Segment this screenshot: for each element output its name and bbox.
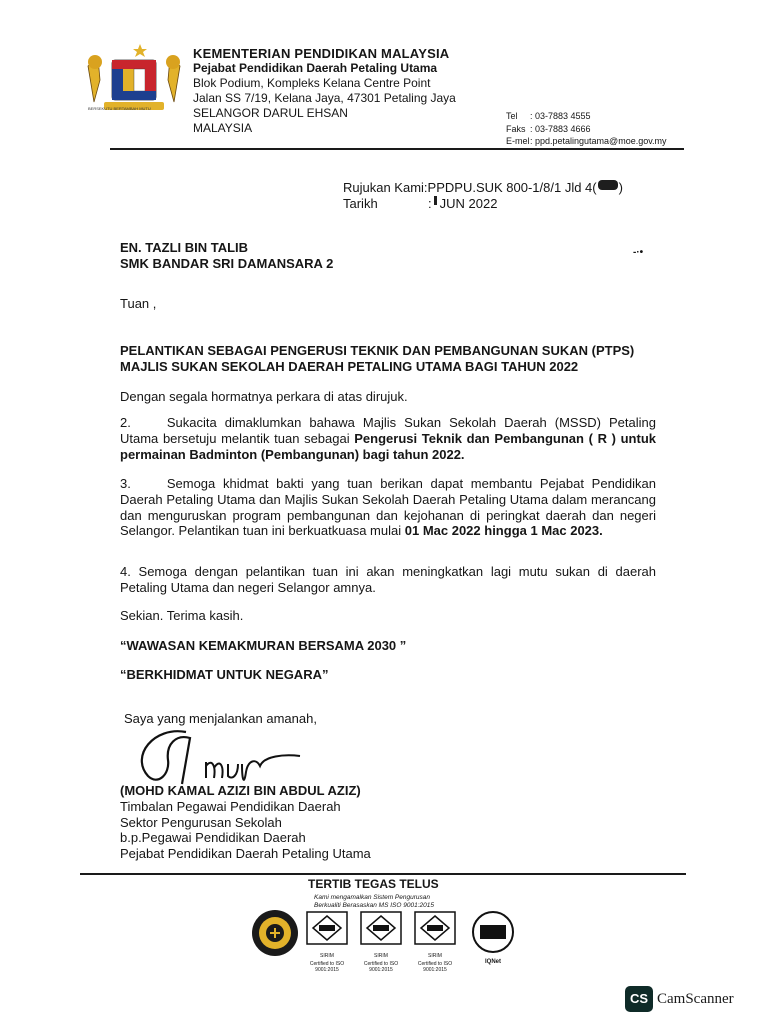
tel-label: Tel [506, 111, 518, 121]
badge-caption: Certified to ISO 9001:2015 [309, 961, 345, 973]
reference-block [343, 180, 623, 212]
subject-line: PELANTIKAN SEBAGAI PENGERUSI TEKNIK DAN PEMBANGUNAN SUKAN (PTPS) [120, 343, 635, 358]
sirim-badge-icon [359, 910, 403, 946]
opening-line: Dengan segala hormatnya perkara di atas dirujuk. [120, 389, 408, 404]
camscanner-watermark: CamScanner [657, 991, 734, 1007]
appointment-title: Pengerusi Teknik dan Pembangunan ( R ) untuk permainan Badminton (Pembangunan) bagi tahun 2022. [120, 430, 656, 462]
iso-statement [314, 894, 434, 910]
footer-divider [80, 873, 686, 875]
recipient-school: SMK BANDAR SRI DAMANSARA 2 [120, 256, 334, 271]
margin-mark: -·• [633, 247, 644, 258]
slogan-wawasan: “WAWASAN KEMAKMURAN BERSAMA 2030 ” [120, 638, 407, 653]
reference-suffix: ) [618, 180, 623, 195]
paragraph-text: Semoga khidmat bakti yang tuan berikan dapat membantu Pejabat Pendidikan Daerah Petaling Utama dan Majlis Sukan Sekolah Daerah Petaling Utama dalam merancang dan menguruskan program pembangunan dan kejohanan di peringkat daerah dan negeri Selangor. Pelantikan tuan ini berkuatkuasa mulai [120, 476, 656, 539]
signatory-block [120, 783, 371, 862]
institute-seal-icon [250, 908, 300, 958]
iso-line: Kami mengamalkan Sistem Pengurusan [314, 894, 430, 901]
recipient-block [120, 240, 333, 272]
address-line: Jalan SS 7/19, Kelana Jaya, 47301 Petaling Jaya [193, 91, 456, 105]
paragraph-number: 3. [120, 476, 131, 491]
reference-number: Rujukan Kami:PPDPU.SUK 800-1/8/1 Jld 4( [343, 180, 597, 195]
badge-label: SIRIM [320, 953, 334, 959]
tel-value: : 03-7883 4555 [530, 111, 591, 121]
fax-label: Faks [506, 123, 526, 134]
paragraph-2 [120, 415, 656, 462]
subject-line: MAJLIS SUKAN SEKOLAH DAERAH PETALING UTAMA BAGI TAHUN 2022 [120, 358, 579, 374]
address-line: Blok Podium, Kompleks Kelana Centre Point [193, 76, 431, 90]
date-value: JUN 2022 [439, 196, 498, 211]
paragraph-text: Sukacita dimaklumkan bahawa Majlis Sukan Sekolah Daerah (MSSD) Petaling Utama bersetuju melantik tuan sebagai [120, 415, 656, 446]
subject-heading [120, 343, 656, 375]
office-name: Pejabat Pendidikan Daerah Petaling Utama [193, 61, 438, 75]
iqnet-badge-icon [468, 910, 518, 954]
email-value: : ppd.petalingutama@moe.gov.my [530, 136, 667, 146]
paragraph-4: 4. Semoga dengan pelantikan tuan ini akan meningkatkan lagi mutu sukan di daerah Petaling Utama dan negeri Selangor amnya. [120, 564, 656, 595]
iqnet-label: IQNet [484, 959, 501, 965]
badge-caption: Certified to ISO 9001:2015 [363, 961, 399, 973]
ink-blot [598, 180, 618, 190]
badge-caption: Certified to ISO 9001:2015 [417, 961, 453, 973]
signoff-intro: Saya yang menjalankan amanah, [124, 711, 317, 726]
signatory-title: Timbalan Pegawai Pendidikan Daerah [120, 798, 341, 814]
paragraph-number: 2. [120, 415, 131, 430]
sirim-badge [356, 910, 406, 973]
sirim-badge [410, 910, 460, 973]
salutation: Tuan , [120, 296, 157, 311]
date-label: Tarikh [343, 196, 378, 211]
sirim-badge-icon [305, 910, 349, 946]
sirim-badge-icon [413, 910, 457, 946]
signatory-name: (MOHD KAMAL AZIZI BIN ABDUL AZIZ) [120, 783, 361, 798]
signatory-title: Pejabat Pendidikan Daerah Petaling Utama [120, 846, 371, 862]
slogan-berkhidmat: “BERKHIDMAT UNTUK NEGARA” [120, 667, 329, 682]
email-label: E-mel [506, 136, 530, 146]
paragraph-3 [120, 476, 656, 539]
footer-tagline: TERTIB TEGAS TELUS [308, 877, 439, 891]
recipient-name: EN. TAZLI BIN TALIB [120, 240, 249, 255]
ministry-name: KEMENTERIAN PENDIDIKAN MALAYSIA [193, 46, 450, 61]
camscanner-logo-icon: CS [625, 986, 653, 1012]
appointment-period: 01 Mac 2022 hingga 1 Mac 2023. [404, 523, 603, 539]
fax-value: : 03-7883 4666 [530, 123, 591, 134]
badge-label: SIRIM [428, 953, 442, 959]
closing-line: Sekian. Terima kasih. [120, 608, 244, 623]
signatory-title: Sektor Pengurusan Sekolah [120, 814, 282, 830]
sirim-badge [302, 910, 352, 973]
signatory-title: b.p.Pegawai Pendidikan Daerah [120, 830, 306, 846]
iqnet-badge [466, 910, 520, 965]
badge-label: SIRIM [374, 953, 388, 959]
letterhead [193, 46, 456, 136]
contact-block [506, 110, 667, 148]
date-separator: : [428, 196, 432, 211]
header-divider [110, 148, 684, 150]
address-line: SELANGOR DARUL EHSAN [193, 106, 348, 120]
crest-motto: BERSEKUTU BERTAMBAH MUTU [88, 106, 151, 111]
iso-line: Berkualiti Berasaskan MS ISO 9001:2015 [314, 902, 434, 909]
address-line: MALAYSIA [193, 121, 253, 135]
date-day-mark [434, 196, 437, 205]
signature [124, 726, 304, 788]
malaysia-coat-of-arms-icon [80, 40, 188, 116]
